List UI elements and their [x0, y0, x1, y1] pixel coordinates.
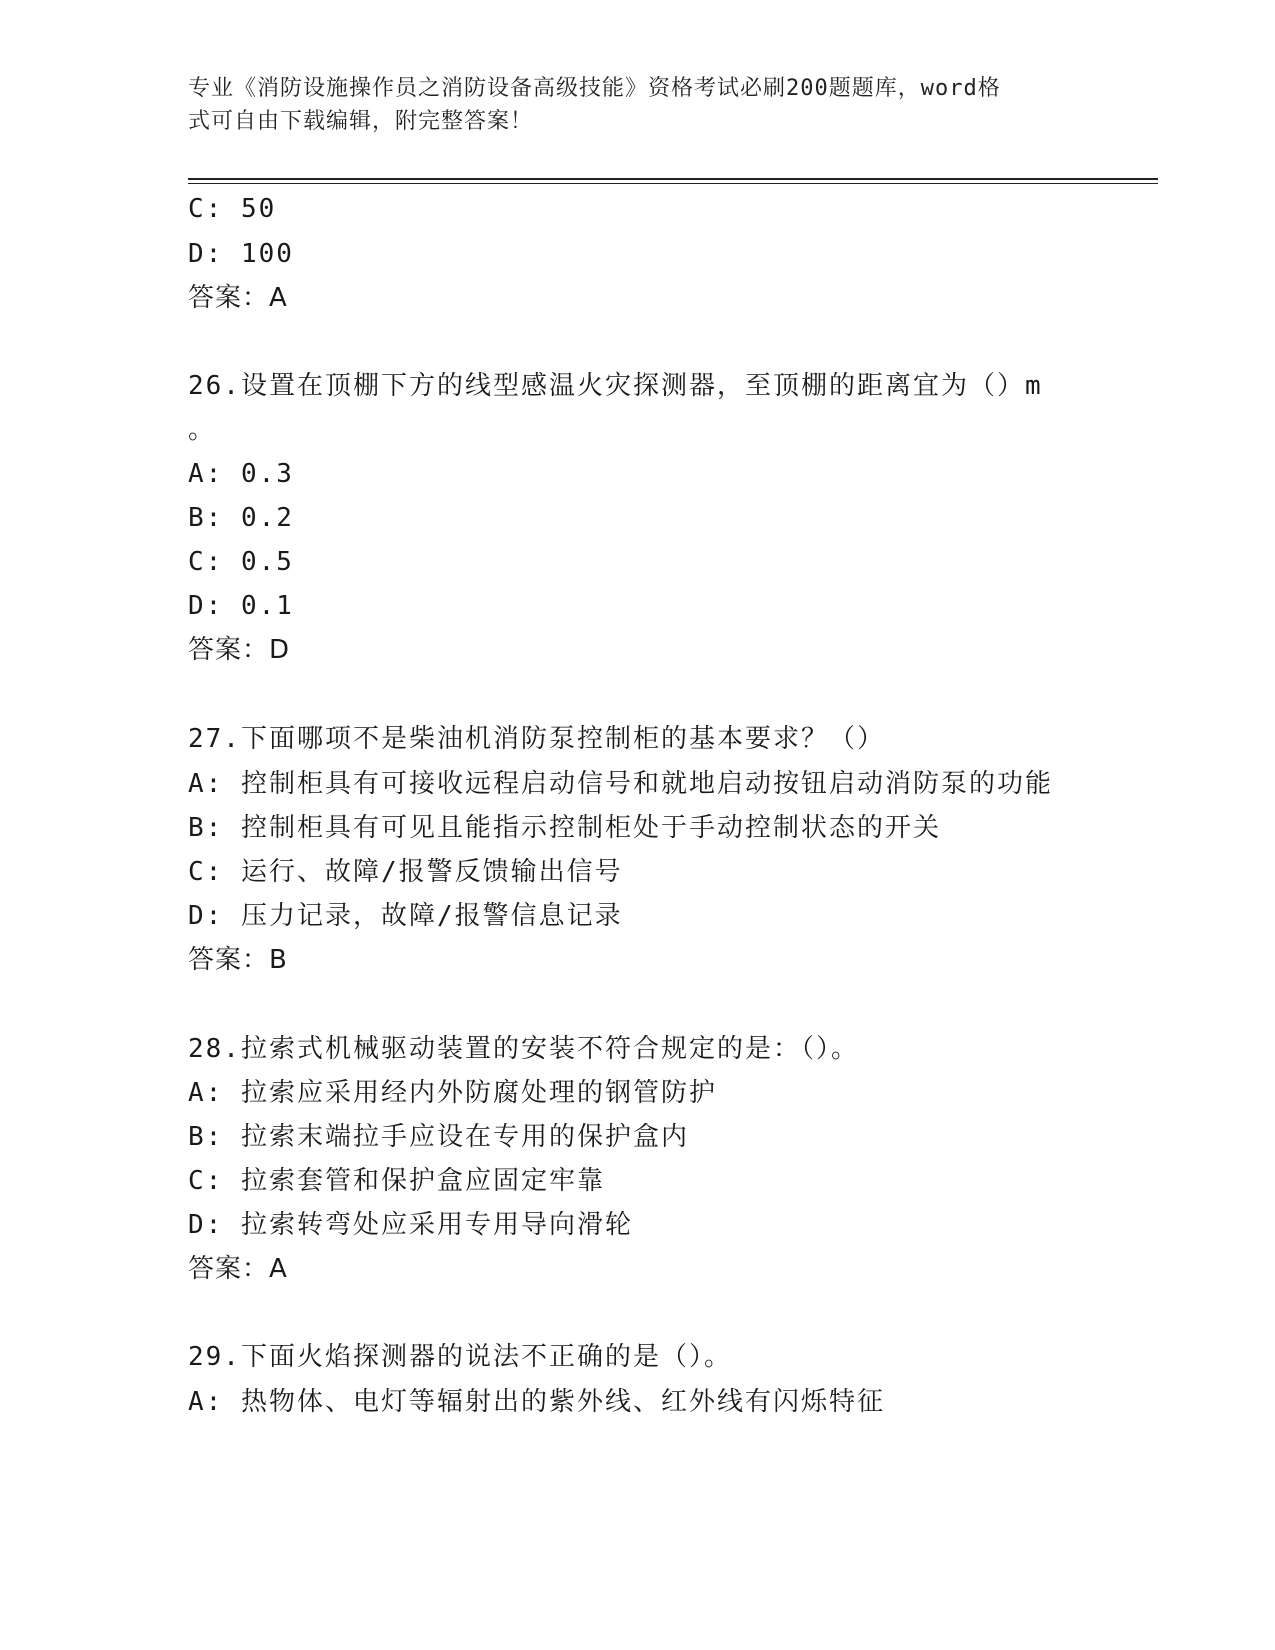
q26-option-a: A: 0.3 — [188, 459, 294, 489]
q27-option-c: C: 运行、故障/报警反馈输出信号 — [188, 857, 623, 887]
q29-question: 29.下面火焰探测器的说法不正确的是（）。 — [188, 1342, 732, 1372]
q26-answer: 答案：D — [188, 635, 291, 665]
q26-question: 26.设置在顶棚下方的线型感温火灾探测器，至顶棚的距离宜为（）m — [188, 371, 1043, 401]
q28-answer: 答案：A — [188, 1254, 288, 1284]
header-line-1: 专业《消防设施操作员之消防设备高级技能》资格考试必刷200题题库，word格 — [188, 76, 1001, 101]
q27-question: 27.下面哪项不是柴油机消防泵控制柜的基本要求？（） — [188, 724, 885, 754]
header-divider-thin — [188, 183, 1158, 184]
q26-option-b: B: 0.2 — [188, 503, 294, 533]
q26-question-cont: 。 — [188, 415, 217, 445]
q28-question: 28.拉索式机械驱动装置的安装不符合规定的是：（）。 — [188, 1034, 859, 1064]
header-divider-thick — [188, 178, 1158, 180]
q29-option-a: A: 热物体、电灯等辐射出的紫外线、红外线有闪烁特征 — [188, 1387, 885, 1417]
q27-option-a: A: 控制柜具有可接收远程启动信号和就地启动按钮启动消防泵的功能 — [188, 769, 1053, 799]
header-line-2: 式可自由下载编辑，附完整答案！ — [188, 109, 534, 134]
q28-option-b: B: 拉索末端拉手应设在专用的保护盒内 — [188, 1122, 689, 1152]
q28-option-a: A: 拉索应采用经内外防腐处理的钢管防护 — [188, 1078, 717, 1108]
q27-option-b: B: 控制柜具有可见且能指示控制柜处于手动控制状态的开关 — [188, 813, 941, 843]
q28-option-d: D: 拉索转弯处应采用专用导向滑轮 — [188, 1210, 633, 1240]
q27-option-d: D: 压力记录，故障/报警信息记录 — [188, 901, 623, 931]
q25-option-d: D: 100 — [188, 239, 294, 269]
q25-answer: 答案：A — [188, 283, 288, 313]
q26-option-d: D: 0.1 — [188, 591, 294, 621]
q28-option-c: C: 拉索套管和保护盒应固定牢靠 — [188, 1166, 605, 1196]
q25-option-c: C: 50 — [188, 194, 277, 224]
q26-option-c: C: 0.5 — [188, 547, 294, 577]
document-header — [188, 72, 1068, 138]
q27-answer: 答案：B — [188, 945, 288, 975]
